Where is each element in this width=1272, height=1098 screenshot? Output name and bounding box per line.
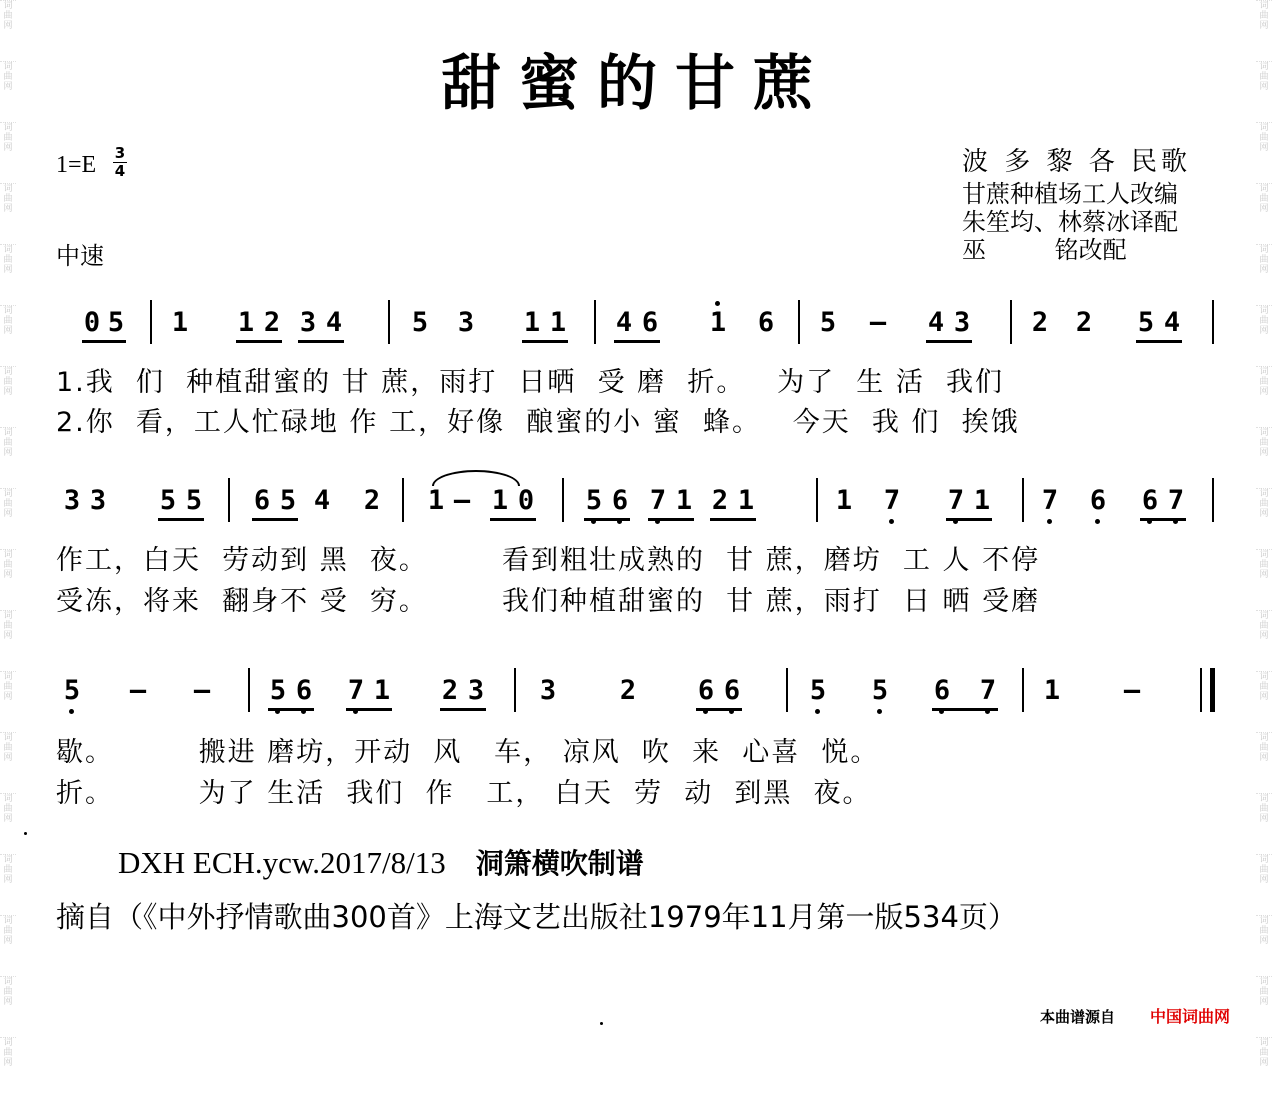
tempo-marking: 中速	[56, 242, 104, 270]
jianpu-note: 4	[615, 307, 633, 338]
credit-arranger: 甘蔗种植场工人改编	[962, 180, 1178, 208]
bar-line	[228, 478, 230, 522]
jianpu-note: –	[193, 675, 211, 706]
jianpu-note: 7	[347, 675, 365, 706]
jianpu-note: 3	[89, 485, 107, 516]
watermark-cell: 词 曲 网	[0, 305, 16, 366]
beam-underline	[158, 518, 204, 521]
song-title: 甜蜜的甘蔗	[441, 49, 831, 119]
right-watermark-strip	[1256, 0, 1272, 1068]
jianpu-note: 7	[1167, 485, 1185, 516]
watermark-cell: 词 曲 网	[1256, 610, 1272, 671]
jianpu-note: 4	[927, 307, 945, 338]
watermark-cell: 词 曲 网	[1256, 732, 1272, 793]
jianpu-note: 2	[363, 485, 381, 516]
watermark-cell: 词 曲 网	[1256, 122, 1272, 183]
watermark-cell: 词 曲 网	[0, 610, 16, 671]
watermark-cell: 词 曲 网	[0, 488, 16, 549]
credit-origin: 波 多 黎 各 民歌	[962, 147, 1192, 177]
watermark-cell: 词 曲 网	[0, 793, 16, 854]
watermark-cell: 词 曲 网	[0, 244, 16, 305]
jianpu-note: 6	[641, 307, 659, 338]
beam-underline	[268, 708, 314, 711]
jianpu-note: 6	[723, 675, 741, 706]
jianpu-note: –	[869, 307, 887, 338]
watermark-cell: 词 曲 网	[0, 366, 16, 427]
jianpu-note: 6	[757, 307, 775, 338]
lyrics-line3-verse2: 折。 为了 生活 我们 作 工， 白天 劳 动 到黑 夜。	[56, 778, 872, 809]
credit-revision: 巫 铭改配	[962, 236, 1127, 264]
jianpu-note: 0	[517, 485, 535, 516]
lyrics-line1-verse1: 1.我 们 种植甜蜜的 甘 蔗，雨打 日晒 受 磨 折。 为了 生 活 我们	[56, 367, 1004, 398]
jianpu-note: 3	[953, 307, 971, 338]
lyrics-line2-verse2: 受冻，将来 翻身不 受 穷。 我们种植甜蜜的 甘 蔗，雨打 日 晒 受磨	[56, 586, 1041, 617]
beam-underline	[926, 340, 972, 343]
jianpu-note: –	[129, 675, 147, 706]
bar-line	[1022, 478, 1024, 522]
jianpu-note: 3	[539, 675, 557, 706]
left-watermark-strip	[0, 0, 16, 1068]
watermark-cell: 词 曲 网	[1256, 549, 1272, 610]
jianpu-note: 6	[295, 675, 313, 706]
time-signature-numerator: 3	[114, 144, 126, 162]
jianpu-note: 3	[63, 485, 81, 516]
watermark-cell: 词 曲 网	[0, 427, 16, 488]
beam-underline	[696, 708, 742, 711]
beam-underline	[584, 518, 630, 521]
beam-underline	[1140, 518, 1186, 521]
beam-underline	[614, 340, 660, 343]
beam-underline	[1136, 340, 1182, 343]
watermark-cell: 词 曲 网	[1256, 305, 1272, 366]
jianpu-note: 5	[411, 307, 429, 338]
jianpu-note: 1	[171, 307, 189, 338]
bar-line	[798, 300, 800, 344]
jianpu-note: 1	[973, 485, 991, 516]
beam-underline	[82, 340, 126, 343]
tie-arc	[432, 470, 520, 486]
jianpu-note: 1	[1043, 675, 1061, 706]
watermark-cell: 词 曲 网	[1256, 976, 1272, 1037]
jianpu-note: 4	[325, 307, 343, 338]
watermark-cell: 词 曲 网	[1256, 915, 1272, 976]
beam-underline	[946, 518, 992, 521]
jianpu-note: 3	[467, 675, 485, 706]
jianpu-note: –	[453, 485, 471, 516]
jianpu-note: 2	[1031, 307, 1049, 338]
transcriber-cn: 洞箫横吹制谱	[475, 847, 644, 880]
watermark-cell: 词 曲 网	[1256, 61, 1272, 122]
watermark-cell: 词 曲 网	[1256, 427, 1272, 488]
jianpu-note: 6	[611, 485, 629, 516]
jianpu-note: 6	[697, 675, 715, 706]
jianpu-note: 7	[947, 485, 965, 516]
jianpu-note: 1	[675, 485, 693, 516]
bar-line	[388, 300, 390, 344]
beam-underline	[932, 708, 998, 711]
beam-underline	[648, 518, 694, 521]
watermark-cell: 词 曲 网	[0, 915, 16, 976]
bar-line	[248, 668, 250, 712]
bar-line	[150, 300, 152, 344]
jianpu-note: 7	[649, 485, 667, 516]
transcriber-en: DXH ECH.ycw.2017/8/13	[118, 845, 446, 880]
jianpu-note: 3	[457, 307, 475, 338]
watermark-cell: 词 曲 网	[1256, 1037, 1272, 1098]
jianpu-note: 1	[237, 307, 255, 338]
lyrics-line2-verse1: 作工，白天 劳动到 黑 夜。 看到粗壮成熟的 甘 蔗，磨坊 工 人 不停	[56, 545, 1041, 576]
scan-speck	[600, 1022, 603, 1025]
jianpu-note: 5	[809, 675, 827, 706]
jianpu-note: 5	[871, 675, 889, 706]
watermark-cell: 词 曲 网	[0, 183, 16, 244]
beam-underline	[252, 518, 298, 521]
watermark-cell: 词 曲 网	[0, 976, 16, 1037]
watermark-cell: 词 曲 网	[1256, 854, 1272, 915]
jianpu-note: 7	[883, 485, 901, 516]
jianpu-note: 4	[313, 485, 331, 516]
bar-line	[1022, 668, 1024, 712]
watermark-cell: 词 曲 网	[1256, 244, 1272, 305]
source-citation: 摘自（《中外抒情歌曲300首》上海文艺出版社1979年11月第一版534页）	[56, 900, 1017, 934]
bar-line	[1212, 478, 1214, 522]
jianpu-note: 6	[253, 485, 271, 516]
jianpu-note: 7	[1041, 485, 1059, 516]
jianpu-note: –	[1123, 675, 1141, 706]
jianpu-note: 0	[83, 307, 101, 338]
watermark-cell: 词 曲 网	[0, 854, 16, 915]
beam-underline	[236, 340, 282, 343]
watermark-cell: 词 曲 网	[1256, 0, 1272, 61]
watermark-cell: 词 曲 网	[0, 549, 16, 610]
bar-line	[402, 478, 404, 522]
jianpu-note: 1	[835, 485, 853, 516]
key-signature: 1=E	[56, 152, 97, 178]
jianpu-note: 1	[427, 485, 445, 516]
watermark-cell: 词 曲 网	[0, 122, 16, 183]
jianpu-note: 6	[1089, 485, 1107, 516]
bar-line	[1212, 300, 1214, 344]
jianpu-note: 1	[523, 307, 541, 338]
site-credit-link[interactable]: 中国词曲网	[1150, 1007, 1231, 1026]
jianpu-note: 2	[441, 675, 459, 706]
jianpu-note: 2	[619, 675, 637, 706]
time-signature-denominator: 4	[114, 162, 126, 180]
jianpu-note: 5	[585, 485, 603, 516]
bar-line	[594, 300, 596, 344]
jianpu-note: 5	[269, 675, 287, 706]
watermark-cell: 词 曲 网	[1256, 793, 1272, 854]
bar-line	[786, 668, 788, 712]
jianpu-note: 5	[107, 307, 125, 338]
beam-underline	[346, 708, 392, 711]
jianpu-note: 5	[159, 485, 177, 516]
watermark-cell: 词 曲 网	[1256, 671, 1272, 732]
jianpu-note: 5	[279, 485, 297, 516]
watermark-cell: 词 曲 网	[0, 1037, 16, 1098]
lyrics-line3-verse1: 歇。 搬进 磨坊，开动 风 车， 凉风 吹 来 心喜 悦。	[56, 737, 880, 768]
bar-line	[562, 478, 564, 522]
watermark-cell: 词 曲 网	[0, 671, 16, 732]
jianpu-note: 2	[263, 307, 281, 338]
watermark-cell: 词 曲 网	[0, 732, 16, 793]
watermark-cell: 词 曲 网	[0, 0, 16, 61]
scan-speck	[24, 832, 27, 835]
jianpu-note: 1	[373, 675, 391, 706]
jianpu-note: 2	[711, 485, 729, 516]
jianpu-note: 1	[491, 485, 509, 516]
credit-translator: 朱笙均、林蔡冰译配	[962, 208, 1178, 236]
bar-line	[514, 668, 516, 712]
jianpu-note: 1	[549, 307, 567, 338]
jianpu-note: 1	[737, 485, 755, 516]
jianpu-note: 6	[933, 675, 951, 706]
beam-underline	[490, 518, 536, 521]
transcriber-line	[118, 842, 644, 882]
bar-line	[816, 478, 818, 522]
jianpu-note: 5	[819, 307, 837, 338]
watermark-cell: 词 曲 网	[1256, 183, 1272, 244]
jianpu-note: 4	[1163, 307, 1181, 338]
jianpu-note: 7	[979, 675, 997, 706]
time-signature	[112, 145, 128, 180]
jianpu-note: 5	[1137, 307, 1155, 338]
lyrics-line1-verse2: 2.你 看，工人忙碌地 作 工，好像 酿蜜的小 蜜 蜂。 今天 我 们 挨饿	[56, 407, 1020, 438]
beam-underline	[710, 518, 756, 521]
beam-underline	[440, 708, 486, 711]
watermark-cell: 词 曲 网	[0, 61, 16, 122]
watermark-cell: 词 曲 网	[1256, 366, 1272, 427]
site-credit-label: 本曲谱源自	[1040, 1008, 1116, 1026]
jianpu-note: 6	[1141, 485, 1159, 516]
beam-underline	[522, 340, 568, 343]
jianpu-note: 5	[185, 485, 203, 516]
jianpu-note: 5	[63, 675, 81, 706]
bar-line	[1010, 300, 1012, 344]
jianpu-note: 3	[299, 307, 317, 338]
bar-line	[1200, 668, 1202, 712]
beam-underline	[298, 340, 344, 343]
jianpu-note: 1	[709, 307, 727, 338]
jianpu-note: 2	[1075, 307, 1093, 338]
watermark-cell: 词 曲 网	[1256, 488, 1272, 549]
final-bar-line	[1210, 668, 1215, 712]
